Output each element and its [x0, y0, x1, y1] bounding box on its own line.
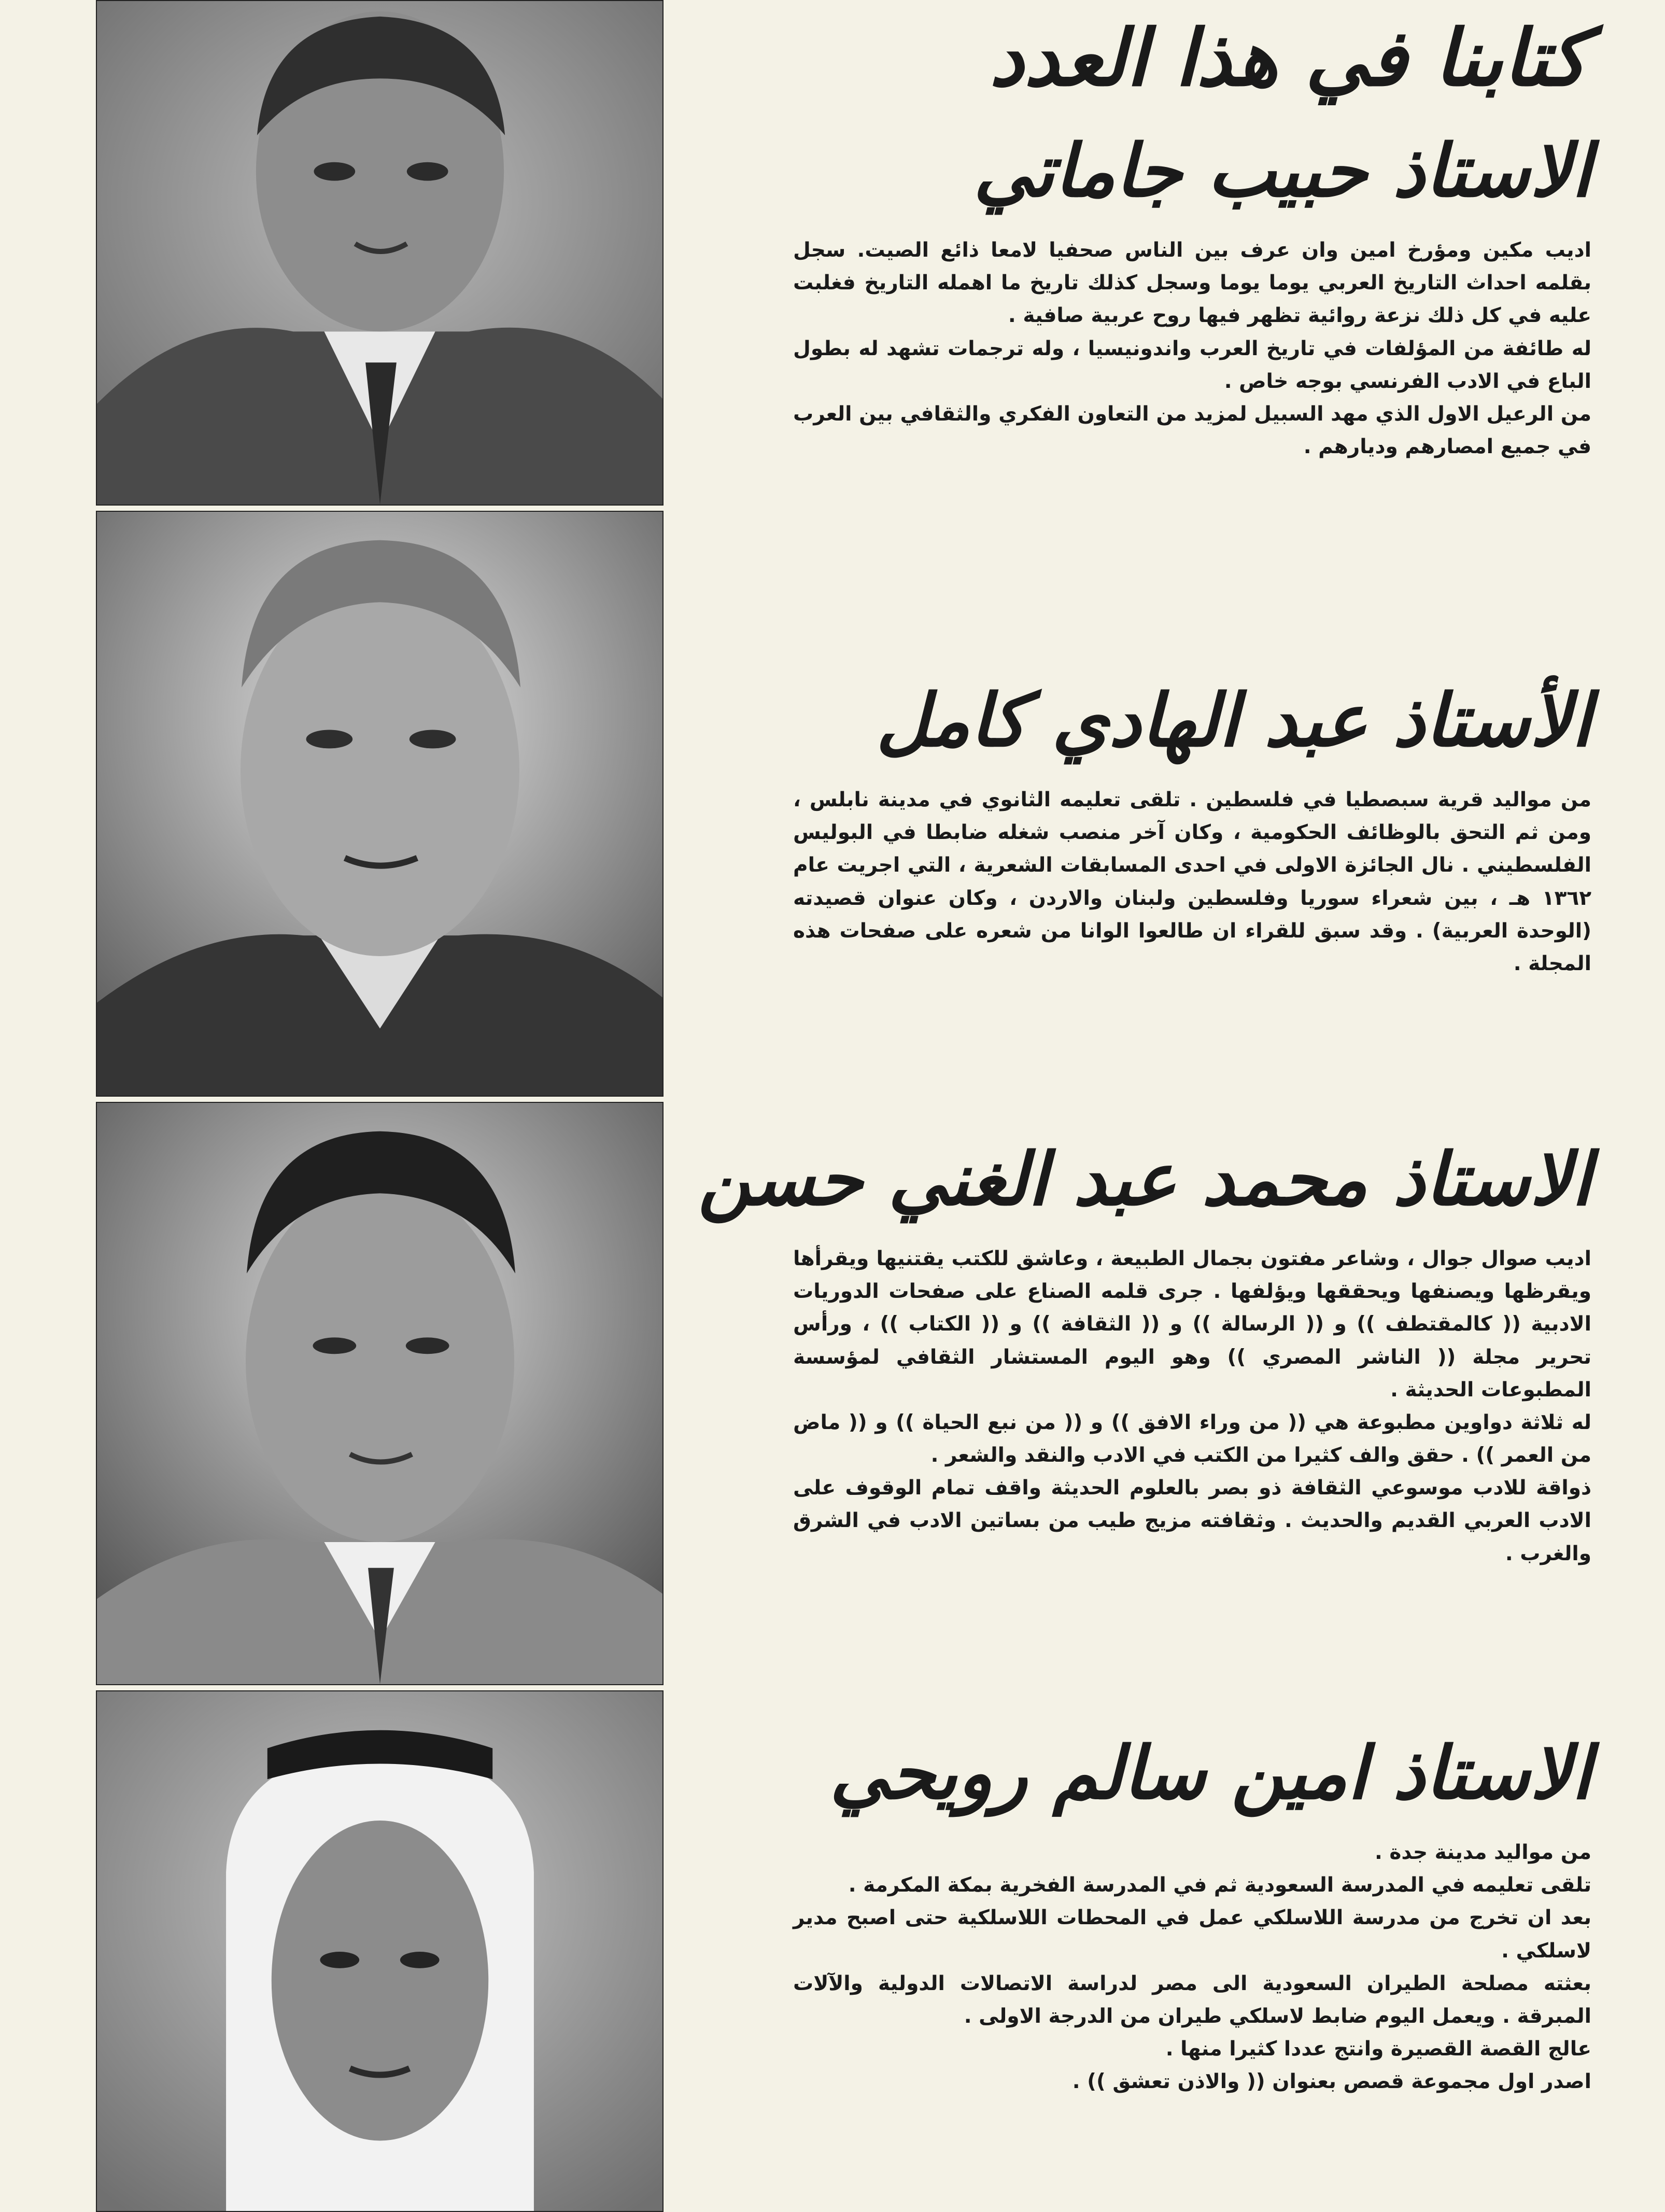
bio-paragraph: اصدر اول مجموعة قصص بعنوان (( والاذن تعشق )) . [1072, 2070, 1591, 2094]
bio-paragraph: اديب مكين ومؤرخ امين وان عرف بين الناس صحفيا لامعا ذائع الصيت. سجل بقلمه احداث التاريخ العربي يوما يوما وسجل كذلك تاريخ ما اهمله التاريخ فغلبت عليه في كل ذلك نزعة روائية تظهر فيها روح عربية صافية . [793, 239, 1591, 328]
portrait-photo-2 [96, 511, 664, 1097]
page-title: كتابنا في هذا العدد [989, 12, 1587, 104]
bio-paragraph: له طائفة من المؤلفات في تاريخ العرب واندونيسيا ، وله ترجمات تشهد له بطول الباع في الادب الفرنسي بوجه خاص . [793, 337, 1591, 393]
writer-name: الاستاذ حبيب جاماتي [973, 129, 1591, 214]
writer-name: الاستاذ امين سالم رويحي [829, 1731, 1591, 1816]
portrait-photo-1 [96, 0, 664, 506]
bio-paragraph: من الرعيل الاول الذي مهد السبيل لمزيد من التعاون الفكري والثقافي بين العرب في جميع امصارهم وديارهم . [793, 402, 1591, 459]
writer-bio-1 [793, 130, 1591, 463]
bio-paragraph: من مواليد قرية سبصطيا في فلسطين . تلقى تعليمه الثانوي في مدينة نابلس ، ومن ثم التحق بالوظائف الحكومية ، وكان آخر منصب شغله ضابطا في البوليس الفلسطيني . نال الجائزة الاولى في احدى المسابقات الشعرية ، التي اجريت عام ١٣٦٢ هـ ، بين شعراء سوريا وفلسطين ولبنان والاردن ، وكان عنوان قصيدته (الوحدة العربية) . وقد سبق للقراء ان طالعوا الوانا من شعره على صفحات هذه المجلة . [793, 788, 1591, 975]
bio-paragraph: تلقى تعليمه في المدرسة السعودية ثم في المدرسة الفخرية بمكة المكرمة . [848, 1873, 1591, 1897]
portrait-photo-3 [96, 1102, 664, 1685]
bio-paragraph: له ثلاثة دواوين مطبوعة هي (( من وراء الافق )) و (( من نبع الحياة )) و (( ماض من العمر )) . حقق والف كثيرا من الكتب في الادب والنقد والشعر . [793, 1410, 1591, 1467]
bio-paragraph: اديب صوال جوال ، وشاعر مفتون بجمال الطبيعة ، وعاشق للكتب يقتنيها ويقرأها ويقرظها ويصنفها ويحققها ويؤلفها . جرى قلمه الصناع على صفحات الدوريات الادبية (( كالمقتطف )) و (( الرسالة )) و (( الثقافة )) و (( الكتاب )) ، ورأس تحرير مجلة (( الناشر المصري )) وهو اليوم المستشار الثقافي لمؤسسة المطبوعات الحديثة . [793, 1247, 1591, 1402]
portrait-photo-4 [96, 1690, 664, 2212]
writer-bio-3 [698, 1137, 1591, 1570]
bio-paragraph: بعد ان تخرج من مدرسة اللاسلكي عمل في المحطات اللاسلكية حتى اصبح مدير لاسلكي . [793, 1906, 1591, 1963]
bio-paragraph: من مواليد مدينة جدة . [1375, 1841, 1591, 1864]
bio-paragraph: عالج القصة القصيرة وانتج عددا كثيرا منها . [1165, 2037, 1591, 2061]
bio-paragraph: بعثته مصلحة الطيران السعودية الى مصر لدراسة الاتصالات الدولية والآلات المبرقة . ويعمل اليوم ضابط لاسلكي طيران من الدرجة الاولى . [793, 1971, 1591, 2028]
writer-bio-2 [793, 679, 1591, 980]
writer-bio-4 [793, 1732, 1591, 2098]
bio-paragraph: ذواقة للادب موسوعي الثقافة ذو بصر بالعلوم الحديثة واقف تمام الوقوف على الادب العربي القديم والحديث . وثقافته مزيج طيب من بساتين الادب في الشرق والغرب . [793, 1476, 1591, 1565]
writer-name: الاستاذ محمد عبد الغني حسن [698, 1137, 1591, 1222]
writer-name: الأستاذ عبد الهادي كامل [876, 678, 1591, 763]
